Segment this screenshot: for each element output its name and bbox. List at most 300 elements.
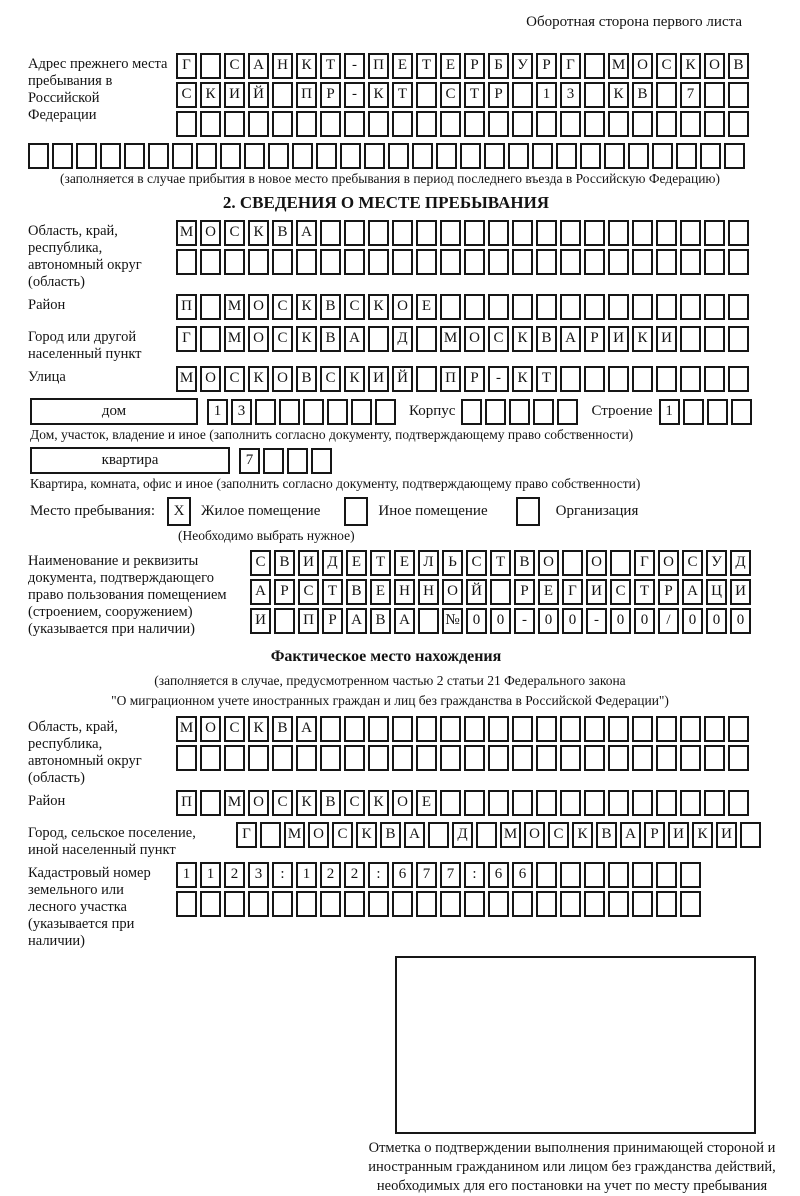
char-cell[interactable] [680,745,701,771]
char-cell[interactable]: 6 [392,862,413,888]
char-cell[interactable]: К [608,82,629,108]
char-cell[interactable]: В [272,220,293,246]
char-cell[interactable]: О [200,716,221,742]
char-cell[interactable] [704,790,725,816]
char-cell[interactable] [632,220,653,246]
char-cell[interactable] [320,249,341,275]
char-cell[interactable]: 0 [682,608,703,634]
char-cell[interactable] [368,326,389,352]
char-cell[interactable]: М [500,822,521,848]
char-cell[interactable]: Р [322,608,343,634]
char-cell[interactable]: И [668,822,689,848]
char-cell[interactable]: К [248,366,269,392]
char-cell[interactable]: Д [392,326,413,352]
char-cell[interactable] [724,143,745,169]
char-cell[interactable] [272,82,293,108]
char-cell[interactable]: К [248,220,269,246]
char-cell[interactable]: Р [464,53,485,79]
char-cell[interactable] [728,111,749,137]
char-cell[interactable]: И [730,579,751,605]
char-cell[interactable]: С [250,550,271,576]
char-cell[interactable] [320,220,341,246]
char-cell[interactable] [740,822,761,848]
char-cell[interactable] [368,891,389,917]
char-cell[interactable] [656,82,677,108]
char-cell[interactable]: Н [418,579,439,605]
char-cell[interactable] [536,790,557,816]
char-cell[interactable] [272,249,293,275]
char-cell[interactable]: Й [392,366,413,392]
char-cell[interactable] [704,82,725,108]
char-cell[interactable] [632,790,653,816]
char-cell[interactable]: С [466,550,487,576]
char-cell[interactable]: С [488,326,509,352]
char-cell[interactable] [488,249,509,275]
char-cell[interactable] [512,220,533,246]
char-cell[interactable]: О [632,53,653,79]
char-cell[interactable] [303,399,324,425]
char-cell[interactable] [556,143,577,169]
char-cell[interactable]: Л [418,550,439,576]
char-cell[interactable]: П [298,608,319,634]
char-cell[interactable]: В [296,366,317,392]
char-cell[interactable]: К [200,82,221,108]
char-cell[interactable] [296,891,317,917]
char-cell[interactable] [608,745,629,771]
char-cell[interactable]: - [514,608,535,634]
char-cell[interactable] [279,399,300,425]
char-cell[interactable] [584,220,605,246]
char-cell[interactable]: И [250,608,271,634]
char-cell[interactable] [460,143,481,169]
char-cell[interactable]: В [632,82,653,108]
char-cell[interactable] [560,716,581,742]
char-cell[interactable] [292,143,313,169]
char-cell[interactable] [440,294,461,320]
char-cell[interactable] [200,790,221,816]
char-cell[interactable]: Т [320,53,341,79]
char-cell[interactable] [287,448,308,474]
char-cell[interactable] [316,143,337,169]
char-cell[interactable]: М [284,822,305,848]
char-cell[interactable] [562,550,583,576]
char-cell[interactable]: Г [562,579,583,605]
char-cell[interactable] [608,716,629,742]
char-cell[interactable] [272,745,293,771]
char-cell[interactable]: М [224,294,245,320]
char-cell[interactable]: С [682,550,703,576]
char-cell[interactable]: Е [394,550,415,576]
char-cell[interactable] [320,891,341,917]
char-cell[interactable] [656,716,677,742]
char-cell[interactable]: А [404,822,425,848]
char-cell[interactable]: 2 [344,862,365,888]
char-cell[interactable]: 0 [490,608,511,634]
char-cell[interactable]: 0 [730,608,751,634]
char-cell[interactable] [512,716,533,742]
char-cell[interactable] [344,891,365,917]
char-cell[interactable] [608,862,629,888]
char-cell[interactable] [464,111,485,137]
char-cell[interactable]: В [514,550,535,576]
char-cell[interactable] [508,143,529,169]
char-cell[interactable] [263,448,284,474]
char-cell[interactable] [584,82,605,108]
char-cell[interactable] [704,249,725,275]
char-cell[interactable] [680,862,701,888]
char-cell[interactable] [416,220,437,246]
char-cell[interactable] [680,891,701,917]
char-cell[interactable]: Ь [442,550,463,576]
char-cell[interactable]: Р [488,82,509,108]
char-cell[interactable] [344,716,365,742]
char-cell[interactable] [248,111,269,137]
char-cell[interactable] [416,249,437,275]
char-cell[interactable] [533,399,554,425]
char-cell[interactable] [656,790,677,816]
char-cell[interactable]: В [536,326,557,352]
char-cell[interactable]: 1 [536,82,557,108]
char-cell[interactable] [584,891,605,917]
char-cell[interactable] [392,111,413,137]
char-cell[interactable]: Е [416,790,437,816]
char-cell[interactable] [728,326,749,352]
char-cell[interactable]: Н [272,53,293,79]
char-cell[interactable]: У [512,53,533,79]
char-cell[interactable]: 0 [610,608,631,634]
char-cell[interactable] [416,326,437,352]
char-cell[interactable]: С [344,294,365,320]
char-cell[interactable]: И [368,366,389,392]
char-cell[interactable] [632,862,653,888]
char-cell[interactable]: А [248,53,269,79]
char-cell[interactable] [728,294,749,320]
char-cell[interactable]: У [706,550,727,576]
char-cell[interactable]: В [346,579,367,605]
char-cell[interactable]: С [224,53,245,79]
char-cell[interactable] [440,716,461,742]
char-cell[interactable] [560,294,581,320]
char-cell[interactable] [368,249,389,275]
char-cell[interactable]: 3 [248,862,269,888]
char-cell[interactable] [512,790,533,816]
char-cell[interactable]: 1 [200,862,221,888]
char-cell[interactable] [368,220,389,246]
char-cell[interactable]: С [320,366,341,392]
char-cell[interactable]: К [368,294,389,320]
char-cell[interactable] [632,745,653,771]
char-cell[interactable] [560,249,581,275]
char-cell[interactable] [392,716,413,742]
char-cell[interactable] [560,220,581,246]
char-cell[interactable] [464,294,485,320]
char-cell[interactable]: 7 [680,82,701,108]
char-cell[interactable] [440,220,461,246]
char-cell[interactable] [512,249,533,275]
char-cell[interactable] [296,111,317,137]
char-cell[interactable]: С [224,220,245,246]
char-cell[interactable]: П [368,53,389,79]
char-cell[interactable]: Е [440,53,461,79]
char-cell[interactable]: К [692,822,713,848]
char-cell[interactable]: Д [730,550,751,576]
char-cell[interactable] [255,399,276,425]
char-cell[interactable] [200,53,221,79]
char-cell[interactable]: А [620,822,641,848]
char-cell[interactable]: К [296,294,317,320]
char-cell[interactable] [656,366,677,392]
char-cell[interactable] [509,399,530,425]
char-cell[interactable]: В [596,822,617,848]
char-cell[interactable]: В [274,550,295,576]
char-cell[interactable] [344,111,365,137]
char-cell[interactable] [656,220,677,246]
char-cell[interactable] [584,53,605,79]
char-cell[interactable] [200,891,221,917]
char-cell[interactable] [428,822,449,848]
char-cell[interactable] [200,745,221,771]
char-cell[interactable] [440,891,461,917]
char-cell[interactable]: Й [466,579,487,605]
char-cell[interactable] [512,82,533,108]
char-cell[interactable]: К [248,716,269,742]
char-cell[interactable] [375,399,396,425]
char-cell[interactable]: М [440,326,461,352]
char-cell[interactable]: П [176,294,197,320]
char-cell[interactable] [488,891,509,917]
char-cell[interactable]: В [370,608,391,634]
char-cell[interactable] [148,143,169,169]
char-cell[interactable] [512,111,533,137]
char-cell[interactable]: С [224,366,245,392]
char-cell[interactable] [320,111,341,137]
char-cell[interactable] [392,220,413,246]
char-cell[interactable] [392,745,413,771]
char-cell[interactable] [680,220,701,246]
char-cell[interactable]: О [200,220,221,246]
char-cell[interactable] [224,891,245,917]
char-cell[interactable] [628,143,649,169]
char-cell[interactable]: С [656,53,677,79]
char-cell[interactable] [344,249,365,275]
char-cell[interactable] [608,790,629,816]
char-cell[interactable] [584,745,605,771]
char-cell[interactable]: : [368,862,389,888]
char-cell[interactable] [536,294,557,320]
char-cell[interactable] [28,143,49,169]
char-cell[interactable] [274,608,295,634]
char-cell[interactable]: 7 [440,862,461,888]
char-cell[interactable]: И [586,579,607,605]
char-cell[interactable] [536,745,557,771]
char-cell[interactable]: О [464,326,485,352]
char-cell[interactable]: О [524,822,545,848]
char-cell[interactable] [680,790,701,816]
char-cell[interactable]: О [248,294,269,320]
char-cell[interactable]: М [176,220,197,246]
char-cell[interactable] [485,399,506,425]
char-cell[interactable]: 0 [634,608,655,634]
checkbox-inoe-pomeshchenie[interactable] [344,497,368,526]
char-cell[interactable] [351,399,372,425]
char-cell[interactable]: № [442,608,463,634]
char-cell[interactable] [476,822,497,848]
char-cell[interactable] [580,143,601,169]
char-cell[interactable] [220,143,241,169]
char-cell[interactable] [296,745,317,771]
char-cell[interactable] [224,111,245,137]
char-cell[interactable]: Г [236,822,257,848]
char-cell[interactable] [532,143,553,169]
char-cell[interactable] [52,143,73,169]
char-cell[interactable]: О [704,53,725,79]
char-cell[interactable] [680,366,701,392]
char-cell[interactable] [536,220,557,246]
char-cell[interactable]: О [272,366,293,392]
char-cell[interactable] [176,249,197,275]
char-cell[interactable]: С [298,579,319,605]
char-cell[interactable] [464,249,485,275]
char-cell[interactable]: А [394,608,415,634]
char-cell[interactable] [536,111,557,137]
char-cell[interactable]: И [608,326,629,352]
char-cell[interactable] [488,111,509,137]
char-cell[interactable] [536,862,557,888]
char-cell[interactable] [320,745,341,771]
char-cell[interactable]: 3 [560,82,581,108]
char-cell[interactable]: Г [560,53,581,79]
char-cell[interactable]: Р [584,326,605,352]
char-cell[interactable]: Р [514,579,535,605]
char-cell[interactable] [260,822,281,848]
char-cell[interactable] [320,716,341,742]
char-cell[interactable]: : [272,862,293,888]
char-cell[interactable]: И [716,822,737,848]
char-cell[interactable]: А [296,220,317,246]
char-cell[interactable] [700,143,721,169]
char-cell[interactable] [608,220,629,246]
char-cell[interactable] [176,111,197,137]
char-cell[interactable] [632,111,653,137]
char-cell[interactable]: В [320,326,341,352]
char-cell[interactable] [488,220,509,246]
char-cell[interactable]: Г [634,550,655,576]
char-cell[interactable]: П [296,82,317,108]
char-cell[interactable]: 3 [231,399,252,425]
char-cell[interactable] [488,716,509,742]
char-cell[interactable]: М [224,790,245,816]
char-cell[interactable]: О [538,550,559,576]
char-cell[interactable] [728,82,749,108]
char-cell[interactable] [412,143,433,169]
char-cell[interactable]: Р [464,366,485,392]
char-cell[interactable]: С [610,579,631,605]
char-cell[interactable] [560,745,581,771]
char-cell[interactable]: О [200,366,221,392]
char-cell[interactable]: И [298,550,319,576]
char-cell[interactable]: Т [490,550,511,576]
char-cell[interactable]: М [176,716,197,742]
char-cell[interactable]: С [272,326,293,352]
char-cell[interactable]: И [656,326,677,352]
char-cell[interactable] [536,891,557,917]
checkbox-zhiloe-pomeshchenie[interactable]: X [167,497,191,526]
char-cell[interactable] [704,366,725,392]
char-cell[interactable]: Р [320,82,341,108]
char-cell[interactable] [76,143,97,169]
char-cell[interactable]: П [176,790,197,816]
char-cell[interactable] [248,249,269,275]
char-cell[interactable] [224,249,245,275]
char-cell[interactable]: В [320,790,341,816]
char-cell[interactable] [728,220,749,246]
char-cell[interactable] [512,294,533,320]
char-cell[interactable]: А [346,608,367,634]
char-cell[interactable] [608,366,629,392]
apartment-type-box[interactable] [30,447,230,474]
char-cell[interactable]: А [344,326,365,352]
char-cell[interactable] [436,143,457,169]
char-cell[interactable] [200,111,221,137]
char-cell[interactable]: С [272,294,293,320]
char-cell[interactable] [100,143,121,169]
char-cell[interactable] [368,745,389,771]
char-cell[interactable]: К [632,326,653,352]
char-cell[interactable]: К [368,82,389,108]
char-cell[interactable] [680,249,701,275]
char-cell[interactable]: Е [370,579,391,605]
char-cell[interactable]: Т [392,82,413,108]
char-cell[interactable] [248,891,269,917]
char-cell[interactable] [728,249,749,275]
char-cell[interactable]: Й [248,82,269,108]
char-cell[interactable]: В [320,294,341,320]
char-cell[interactable] [656,862,677,888]
char-cell[interactable] [368,111,389,137]
char-cell[interactable]: К [572,822,593,848]
char-cell[interactable]: Г [176,53,197,79]
char-cell[interactable]: А [560,326,581,352]
char-cell[interactable]: С [272,790,293,816]
char-cell[interactable] [440,790,461,816]
char-cell[interactable]: 0 [466,608,487,634]
char-cell[interactable] [416,891,437,917]
char-cell[interactable]: Е [346,550,367,576]
char-cell[interactable] [311,448,332,474]
char-cell[interactable] [610,550,631,576]
char-cell[interactable] [392,891,413,917]
char-cell[interactable]: А [682,579,703,605]
char-cell[interactable] [560,111,581,137]
char-cell[interactable] [560,862,581,888]
char-cell[interactable] [656,294,677,320]
char-cell[interactable]: С [332,822,353,848]
char-cell[interactable] [680,111,701,137]
char-cell[interactable]: 0 [706,608,727,634]
char-cell[interactable]: 0 [562,608,583,634]
char-cell[interactable] [248,745,269,771]
char-cell[interactable] [632,891,653,917]
char-cell[interactable]: Р [536,53,557,79]
char-cell[interactable] [488,294,509,320]
char-cell[interactable] [464,891,485,917]
char-cell[interactable]: Б [488,53,509,79]
char-cell[interactable]: Е [392,53,413,79]
char-cell[interactable]: К [512,366,533,392]
char-cell[interactable]: К [296,326,317,352]
char-cell[interactable]: Т [536,366,557,392]
char-cell[interactable]: К [680,53,701,79]
